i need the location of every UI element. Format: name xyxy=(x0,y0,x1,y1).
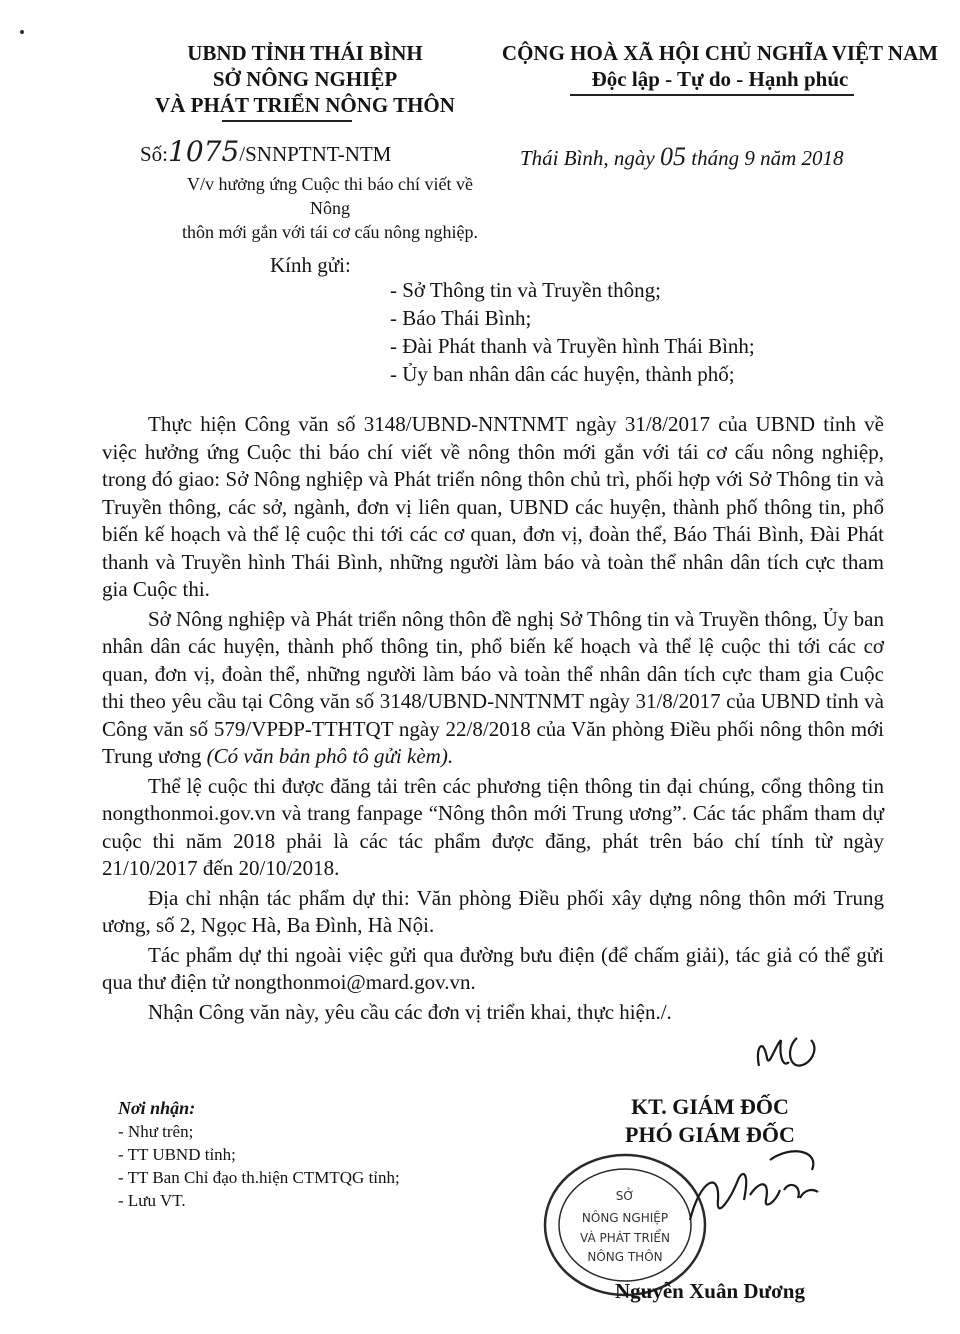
body-paragraph-3: Thể lệ cuộc thi được đăng tải trên các phương tiện thông tin đại chúng, cổng thông tin nongthonmoi.gov.vn và trang fanpage “Nông thôn mới Trung ương”. Các tác phẩm tham dự cuộc thi năm 2018 phải là các tác phẩm được đăng, phát trên báo chí tính từ ngày 21/10/2017 đến 20/10/2018. xyxy=(102,773,884,880)
recipients-label: Kính gửi: xyxy=(270,253,351,277)
issuing-authority xyxy=(110,40,500,118)
authority-line-2: SỞ NÔNG NGHIỆP xyxy=(212,67,398,91)
handwritten-number: 1075 xyxy=(168,135,240,168)
seal-line-2: NÔNG NGHIỆP xyxy=(581,1211,669,1225)
date-prefix: Thái Bình, ngày xyxy=(520,146,655,170)
attachment-note: (Có văn bản phô tô gửi kèm). xyxy=(206,744,454,768)
recipient-item: - Ủy ban nhân dân các huyện, thành phố; xyxy=(390,362,735,386)
distribution-item: - Lưu VT. xyxy=(118,1191,186,1210)
signer-name: Nguyễn Xuân Dương xyxy=(615,1279,805,1303)
recipient-item: - Báo Thái Bình; xyxy=(390,306,532,330)
recipient-item: - Sở Thông tin và Truyền thông; xyxy=(390,278,661,302)
date-suffix: tháng 9 năm 2018 xyxy=(691,146,844,170)
subject-line-2: thôn mới gắn với tái cơ cấu nông nghiệp. xyxy=(182,222,478,242)
document-number xyxy=(140,135,392,168)
recipient-item: - Đài Phát thanh và Truyền hình Thái Bình; xyxy=(390,334,755,358)
signature-title-line-2: PHÓ GIÁM ĐỐC xyxy=(625,1122,795,1147)
body-text xyxy=(102,411,884,1026)
national-header xyxy=(492,40,948,92)
national-motto: Độc lập - Tự do - Hạnh phúc xyxy=(591,67,849,91)
nation-title: CỘNG HOÀ XÃ HỘI CHỦ NGHĨA VIỆT NAM xyxy=(501,41,939,65)
seal-line-1: SỞ xyxy=(615,1189,635,1203)
distribution-list xyxy=(118,1097,400,1212)
distribution-item: - TT UBND tỉnh; xyxy=(118,1145,236,1164)
motto-underline xyxy=(570,94,854,96)
number-prefix: Số: xyxy=(140,142,169,166)
initials-mark xyxy=(745,1028,825,1076)
seal-line-3: VÀ PHÁT TRIỂN xyxy=(580,1231,670,1245)
handwritten-day: 05 xyxy=(660,142,686,171)
scan-speck xyxy=(20,30,24,34)
issue-date xyxy=(520,142,844,172)
body-paragraph-1: Thực hiện Công văn số 3148/UBND-NNTNMT ngày 31/8/2017 của UBND tỉnh về việc hưởng ứng Cuộc thi báo chí viết về nông thôn mới gắn với tái cơ cấu nông nghiệp, trong đó giao: Sở Nông nghiệp và Phát triển nông thôn chủ trì, phối hợp với Sở Thông tin và Truyền thông, các sở, ngành, đơn vị liên quan, UBND các huyện, thành phố thông tin, phổ biến kế hoạch và thể lệ cuộc thi tới các cơ quan, đơn vị, đoàn thể, Báo Thái Bình, Đài Phát thanh và Truyền hình Thái Bình, những người làm báo và toàn thể nhân dân tích cực tham gia Cuộc thi. xyxy=(102,412,884,601)
distribution-item: - TT Ban Chỉ đạo th.hiện CTMTQG tỉnh; xyxy=(118,1168,400,1187)
body-paragraph-2 xyxy=(102,606,884,771)
authority-line-3: VÀ PHÁT TRIỂN NÔNG THÔN xyxy=(155,93,455,117)
signature-title-line-1: KT. GIÁM ĐỐC xyxy=(631,1094,789,1119)
distribution-item: - Như trên; xyxy=(118,1122,194,1141)
authority-underline xyxy=(222,120,352,122)
body-paragraph-6: Nhận Công văn này, yêu cầu các đơn vị triển khai, thực hiện./. xyxy=(148,999,672,1024)
subject-line-1: V/v hưởng ứng Cuộc thi báo chí viết về Nông xyxy=(187,174,473,218)
handwritten-signature xyxy=(680,1140,830,1240)
body-paragraph-5: Tác phẩm dự thi ngoài việc gửi qua đường bưu điện (để chấm giải), tác giả có thể gửi qua thư điện tử nongthonmoi@mard.gov.vn. xyxy=(102,942,884,994)
distribution-title: Nơi nhận: xyxy=(118,1098,196,1118)
seal-line-4: NÔNG THÔN xyxy=(587,1250,663,1264)
document-subject xyxy=(170,172,490,244)
body-paragraph-4: Địa chỉ nhận tác phẩm dự thi: Văn phòng Điều phối xây dựng nông thôn mới Trung ương, số 2, Ngọc Hà, Ba Đình, Hà Nội. xyxy=(102,885,884,937)
authority-line-1: UBND TỈNH THÁI BÌNH xyxy=(187,41,423,65)
body-paragraph-2-text: Sở Nông nghiệp và Phát triển nông thôn đề nghị Sở Thông tin và Truyền thông, Ủy ban nhân dân các huyện, thành phố thông tin, phổ biến kế hoạch và thể lệ cuộc thi tới các cơ quan, đơn vị, đoàn thể, những người làm báo và toàn thể nhân dân tích cực tham gia Cuộc thi theo yêu cầu tại Công văn số 3148/UBND-NNTNMT ngày 31/8/2017 của UBND tỉnh và Công văn số 579/VPĐP-TTHTQT ngày 22/8/2018 của Văn phòng Điều phối nông thôn mới Trung ương xyxy=(102,606,884,768)
number-suffix: /SNNPTNT-NTM xyxy=(239,142,392,166)
